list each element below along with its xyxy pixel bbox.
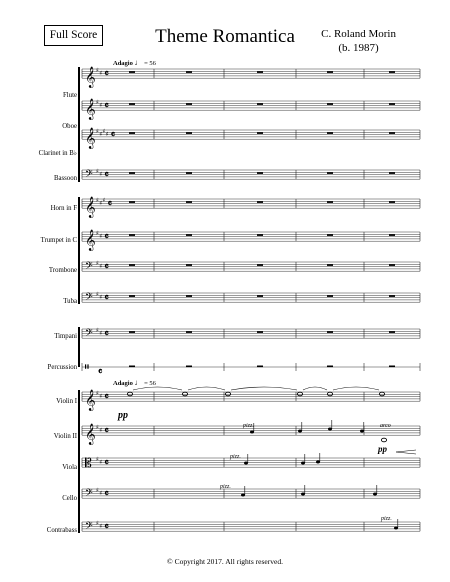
common-time-icon: 𝄴 (104, 392, 109, 403)
common-time-icon: 𝄴 (107, 199, 113, 210)
whole-rest (389, 71, 395, 73)
whole-rest (186, 172, 192, 174)
sharp-icon: ♯ (96, 260, 99, 267)
sharp-icon: ♯ (99, 102, 103, 109)
whole-rest (327, 366, 333, 368)
tie-mark (333, 387, 379, 390)
quarter-note-icon: ♩ (134, 58, 143, 67)
common-time-icon: 𝄴 (104, 232, 109, 243)
clef-icon: 𝄞 (85, 424, 96, 446)
instrument-label: Timpani (54, 333, 77, 340)
instrument-label: Flute (63, 92, 77, 99)
whole-rest (257, 234, 263, 236)
whole-rest (257, 71, 263, 73)
whole-rest (129, 132, 135, 134)
sharp-icon: ♯ (96, 67, 99, 74)
whole-rest (327, 132, 333, 134)
tie-mark (133, 387, 182, 390)
whole-rest (186, 295, 192, 297)
score-title: Theme Romantica (155, 26, 295, 47)
quarter-note (373, 493, 377, 496)
clef-icon: 𝄞 (85, 128, 96, 150)
whole-rest (389, 234, 395, 236)
whole-rest (257, 331, 263, 333)
whole-rest (129, 103, 135, 105)
common-time-icon: 𝄴 (104, 489, 109, 500)
common-time-icon: 𝄴 (104, 69, 109, 80)
composer-years: (b. 1987) (338, 42, 379, 54)
whole-rest (389, 366, 395, 368)
whole-rest (389, 331, 395, 333)
quarter-note (298, 430, 302, 433)
instrument-label: Trombone (48, 267, 77, 274)
sharp-icon: ♯ (96, 128, 99, 135)
tempo-bpm: = 56 (144, 380, 156, 387)
whole-rest (389, 103, 395, 105)
whole-rest (129, 264, 135, 266)
clef-icon: 𝄞 (85, 230, 96, 252)
whole-rest (389, 201, 395, 203)
common-time-icon: 𝄴 (98, 367, 103, 378)
sharp-icon: ♯ (99, 427, 103, 434)
hairpin (396, 452, 416, 454)
sharp-icon: ♯ (99, 490, 103, 497)
whole-rest (186, 366, 192, 368)
whole-note (327, 392, 332, 396)
quarter-note (316, 461, 320, 464)
whole-rest (186, 234, 192, 236)
sharp-icon: ♯ (96, 487, 99, 494)
whole-rest (129, 201, 135, 203)
clef-icon: 𝄡 (85, 456, 92, 471)
sharp-icon: ♯ (96, 424, 99, 431)
sharp-icon: ♯ (96, 390, 99, 397)
sharp-icon: ♯ (99, 131, 103, 138)
sharp-icon: ♯ (96, 520, 99, 527)
whole-rest (327, 331, 333, 333)
instrument-label: Contrabass (46, 527, 77, 534)
whole-rest (186, 264, 192, 266)
whole-rest (129, 71, 135, 73)
common-time-icon: 𝄴 (104, 458, 109, 469)
whole-rest (186, 201, 192, 203)
instrument-label: Trumpet in C (40, 237, 77, 244)
clef-icon: 𝄢 (85, 260, 93, 275)
whole-note (127, 392, 132, 396)
instrument-label: Violin II (53, 433, 77, 440)
sharp-icon: ♯ (99, 330, 103, 337)
clef-icon: 𝄞 (85, 99, 96, 121)
copyright-notice: © Copyright 2017. All rights reserved. (167, 557, 283, 566)
sharp-icon: ♯ (96, 230, 99, 237)
sharp-icon: ♯ (99, 294, 103, 301)
clef-icon: 𝄞 (85, 390, 96, 412)
whole-rest (327, 103, 333, 105)
quarter-note (244, 462, 248, 465)
tie-mark (231, 387, 297, 390)
clef-icon: 𝄢 (85, 327, 93, 342)
sharp-icon: ♯ (96, 291, 99, 298)
clef-icon: 𝄥 (85, 360, 89, 374)
whole-rest (186, 331, 192, 333)
whole-rest (257, 201, 263, 203)
pizz-marking: pizz. (381, 516, 392, 522)
common-time-icon: 𝄴 (110, 130, 116, 141)
whole-rest (257, 132, 263, 134)
sharp-icon: ♯ (96, 456, 99, 463)
whole-rest (186, 71, 192, 73)
dynamic-pp: pp (118, 410, 128, 421)
whole-rest (186, 132, 192, 134)
notation-marks (117, 410, 392, 522)
sharp-icon: ♯ (99, 70, 103, 77)
clef-icon: 𝄢 (85, 487, 93, 502)
composer-name: C. Roland Morin (321, 28, 396, 40)
whole-rest (129, 331, 135, 333)
staves (79, 67, 420, 534)
whole-note (381, 438, 386, 442)
whole-note (297, 392, 302, 396)
whole-rest (327, 172, 333, 174)
sharp-icon: ♯ (102, 128, 106, 135)
whole-rest (257, 366, 263, 368)
whole-note (225, 392, 230, 396)
whole-rest (327, 264, 333, 266)
instrument-label: Tuba (63, 298, 77, 305)
quarter-note (360, 430, 364, 433)
whole-rest (327, 295, 333, 297)
clef-icon: 𝄢 (85, 168, 93, 183)
sharp-icon: ♯ (96, 197, 99, 204)
pizz-marking: pizz. (230, 454, 241, 460)
arco-marking: arco (380, 423, 391, 429)
instrument-label: Violin I (56, 398, 77, 405)
hairpin (396, 450, 416, 452)
clef-icon: 𝄞 (85, 197, 96, 219)
sharp-icon: ♯ (99, 459, 103, 466)
tempo-word: Adagio (113, 380, 133, 387)
instrument-label: Oboe (62, 123, 77, 130)
whole-rest (389, 264, 395, 266)
common-time-icon: 𝄴 (104, 262, 109, 273)
instrument-label: Percussion (47, 364, 77, 371)
instrument-label: Horn in F (50, 205, 77, 212)
common-time-icon: 𝄴 (104, 522, 109, 533)
quarter-note-icon: ♩ (134, 378, 143, 387)
common-time-icon: 𝄴 (104, 170, 109, 181)
whole-rest (257, 295, 263, 297)
sharp-icon: ♯ (96, 99, 99, 106)
common-time-icon: 𝄴 (104, 329, 109, 340)
whole-rest (327, 234, 333, 236)
sharp-icon: ♯ (99, 200, 103, 207)
quarter-note (250, 431, 254, 434)
instrument-label: Viola (62, 464, 77, 471)
sharp-icon: ♯ (99, 393, 103, 400)
quarter-note (301, 462, 305, 465)
whole-note (182, 392, 187, 396)
pizz-marking: pizz. (220, 484, 231, 490)
sharp-icon: ♯ (102, 197, 106, 204)
sharp-icon: ♯ (99, 263, 103, 270)
quarter-note (241, 494, 245, 497)
common-time-icon: 𝄴 (104, 101, 109, 112)
whole-rest (186, 103, 192, 105)
pizz-marking: pizz. (243, 423, 254, 429)
whole-rest (129, 295, 135, 297)
whole-rest (389, 132, 395, 134)
whole-rest (129, 234, 135, 236)
whole-rest (257, 172, 263, 174)
whole-rest (327, 71, 333, 73)
sharp-icon: ♯ (105, 131, 109, 138)
whole-rest (257, 103, 263, 105)
whole-note (379, 392, 384, 396)
tempo-word: Adagio (113, 60, 133, 67)
quarter-note (394, 527, 398, 530)
whole-rest (389, 172, 395, 174)
sharp-icon: ♯ (99, 233, 103, 240)
quarter-note (301, 493, 305, 496)
instrument-label: Bassoon (53, 175, 77, 182)
sharp-icon: ♯ (96, 327, 99, 334)
sharp-icon: ♯ (96, 168, 99, 175)
whole-rest (129, 172, 135, 174)
whole-rest (257, 264, 263, 266)
instrument-label: Clarinet in B♭ (38, 150, 77, 157)
tempo-bpm: = 56 (144, 60, 156, 67)
sharp-icon: ♯ (99, 523, 103, 530)
sharp-icon: ♯ (99, 171, 103, 178)
common-time-icon: 𝄴 (104, 426, 109, 437)
instrument-label: Cello (62, 495, 77, 502)
clef-icon: 𝄞 (85, 67, 96, 89)
whole-rest (389, 295, 395, 297)
common-time-icon: 𝄴 (104, 293, 109, 304)
full-score-label: Full Score (44, 25, 103, 46)
clef-icon: 𝄢 (85, 291, 93, 306)
whole-rest (129, 366, 135, 368)
tie-mark (303, 387, 327, 390)
tie-mark (188, 387, 225, 390)
whole-rest (327, 201, 333, 203)
quarter-note (328, 428, 332, 431)
clef-icon: 𝄢 (85, 520, 93, 535)
dynamic-pp: pp (378, 444, 387, 454)
